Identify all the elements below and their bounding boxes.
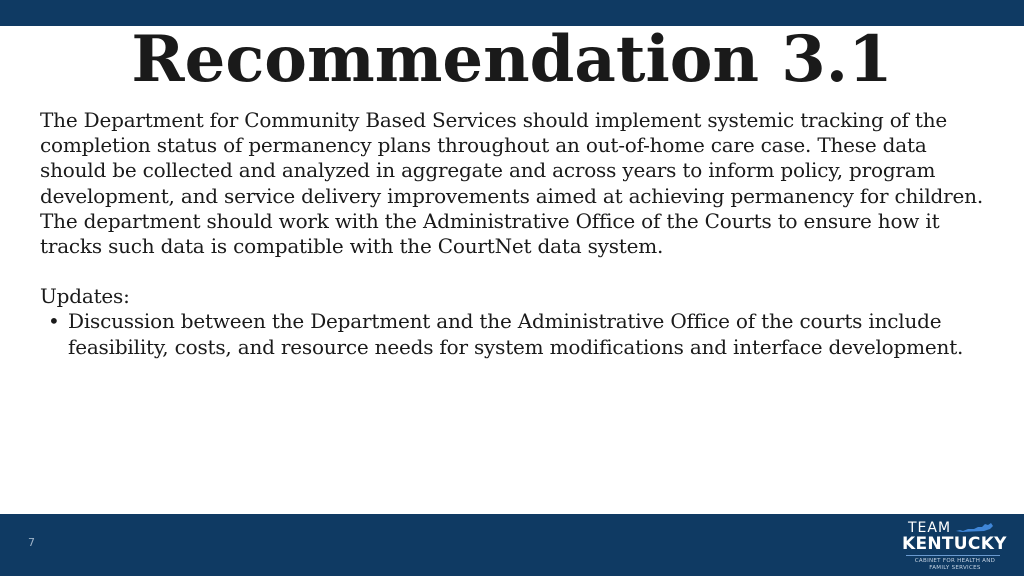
list-item	[48, 309, 990, 359]
page-number: 7	[28, 536, 35, 549]
updates-list	[40, 309, 990, 359]
footer-bar	[0, 514, 1024, 576]
kentucky-state-outline-icon	[954, 521, 994, 533]
logo-divider	[906, 555, 1000, 556]
logo-cabinet-text: CABINET FOR HEALTH AND FAMILY SERVICES	[914, 558, 996, 571]
logo-team-text: TEAM	[908, 520, 952, 536]
slide-content	[40, 108, 990, 360]
bullet-icon: •	[48, 309, 60, 334]
slide-title: Recommendation 3.1	[131, 22, 893, 97]
updates-heading: Updates:	[40, 284, 130, 309]
logo-kentucky-text: KENTUCKY	[902, 534, 1007, 554]
recommendation-text: The Department for Community Based Services should implement systemic tracking of the completion status of permanency plans throughout an out-of-home care case. These data should be collected and analyzed in aggregate and across years to inform policy, program development, and service delivery improvements aimed at achieving permanency for children. The department should work with the Administrative Office of the Courts to ensure how it tracks such data is compatible with the CourtNet data system.	[40, 108, 983, 259]
update-text: Discussion between the Department and the Administrative Office of the courts include feasibility, costs, and resource needs for system modifications and interface development.	[68, 309, 964, 359]
team-kentucky-logo	[896, 520, 1008, 572]
